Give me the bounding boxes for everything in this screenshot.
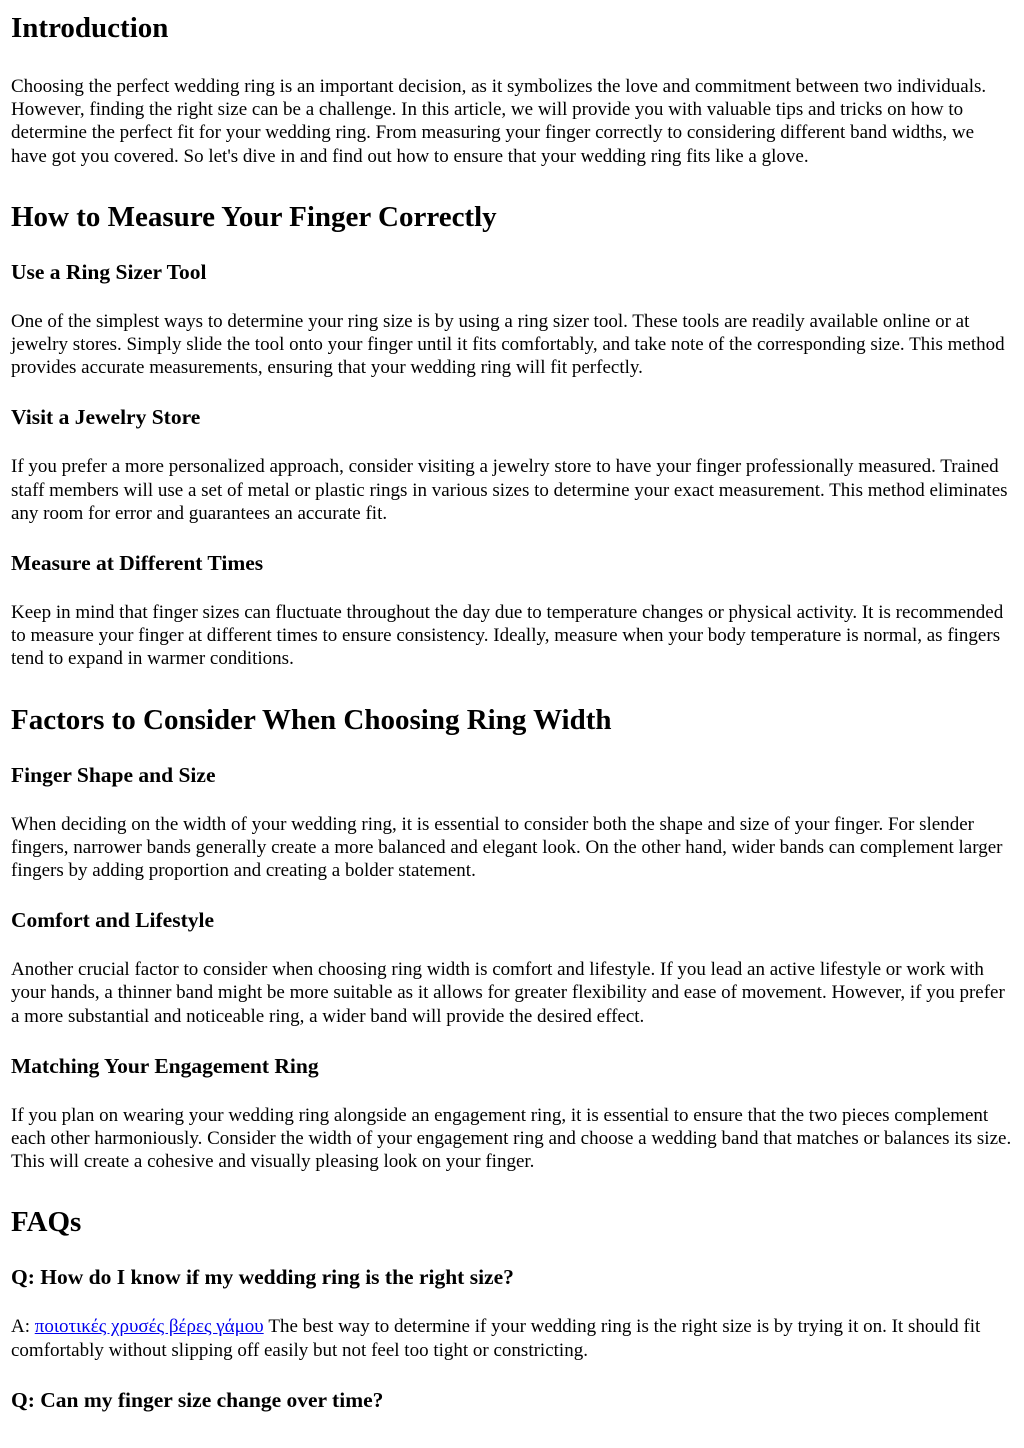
faq-question-right-size: Q: How do I know if my wedding ring is the right size? <box>11 1265 514 1290</box>
paragraph-comfort-lifestyle: Another crucial factor to consider when choosing ring width is comfort and lifestyle. If you lead an active lifestyle or work with your hands, a thinner band might be more suitable as it allows for greater flexibility and ease of movement. However, if you prefer a more substantial and noticeable ring, a wider band will provide the desired effect. <box>11 959 1005 1027</box>
subheading-jewelry-store: Visit a Jewelry Store <box>11 405 201 430</box>
paragraph-ring-sizer-tool: One of the simplest ways to determine your ring size is by using a ring sizer tool. These tools are readily available online or at jewelry stores. Simply slide the tool onto your finger until it fits comfortably, and take note of the corresponding size. This method provides accurate measurements, ensuring that your wedding ring will fit perfectly. <box>11 310 1005 379</box>
subheading-ring-sizer-tool: Use a Ring Sizer Tool <box>11 259 207 284</box>
subheading-engagement-ring: Matching Your Engagement Ring <box>11 1053 319 1078</box>
subheading-finger-shape: Finger Shape and Size <box>11 762 216 787</box>
paragraph-different-times: Keep in mind that finger sizes can fluctuate throughout the day due to temperature changes or physical activity. It is recommended to measure your finger at different times to ensure consistency. Ideally, measure when your body temperature is normal, as fingers tend to expand in warmer conditions. <box>11 602 1004 670</box>
heading-faqs: FAQs <box>11 1206 82 1239</box>
paragraph-jewelry-store: If you prefer a more personalized approach, consider visiting a jewelry store to have your finger professionally measured. Trained staff members will use a set of metal or plastic rings in various sizes to determine your exact measurement. This method eliminates any room for error and guarantees an accurate fit. <box>11 456 1008 524</box>
wedding-rings-link[interactable]: ποιοτικές χρυσές βέρες γάμου <box>34 1316 264 1338</box>
heading-introduction: Introduction <box>11 12 169 44</box>
answer-prefix: A: <box>11 1316 35 1338</box>
faq-answer-right-size <box>11 1315 1013 1361</box>
faq-question-size-change: Q: Can my finger size change over time? <box>11 1387 384 1412</box>
subheading-different-times: Measure at Different Times <box>11 551 264 576</box>
paragraph-engagement-ring: If you plan on wearing your wedding ring alongside an engagement ring, it is essential to ensure that the two pieces complement each other harmoniously. Consider the width of your engagement ring and choose a wedding band that matches or balances its size. This will create a cohesive and visually pleasing look on your finger. <box>11 1104 1012 1173</box>
subheading-comfort-lifestyle: Comfort and Lifestyle <box>11 908 215 933</box>
answer-text: The best way to determine if your wedding ring is the right size is by trying it on. It should fit comfortably without slipping off easily but not feel too tight or constricting. <box>11 1316 981 1361</box>
paragraph-finger-shape: When deciding on the width of your wedding ring, it is essential to consider both the shape and size of your finger. For slender fingers, narrower bands generally create a more balanced and elegant look. On the other hand, wider bands can complement larger fingers by adding proportion and creating a bolder statement. <box>11 813 1003 882</box>
heading-measure-finger: How to Measure Your Finger Correctly <box>11 200 497 233</box>
paragraph-introduction: Choosing the perfect wedding ring is an important decision, as it symbolizes the love and commitment between two individuals. However, finding the right size can be a challenge. In this article, we will provide you with valuable tips and tricks on how to determine the perfect fit for your wedding ring. From measuring your finger correctly to considering different band widths, we have got you covered. So let's dive in and find out how to ensure that your wedding ring fits like a glove. <box>11 76 987 167</box>
heading-ring-width: Factors to Consider When Choosing Ring Width <box>11 703 612 736</box>
